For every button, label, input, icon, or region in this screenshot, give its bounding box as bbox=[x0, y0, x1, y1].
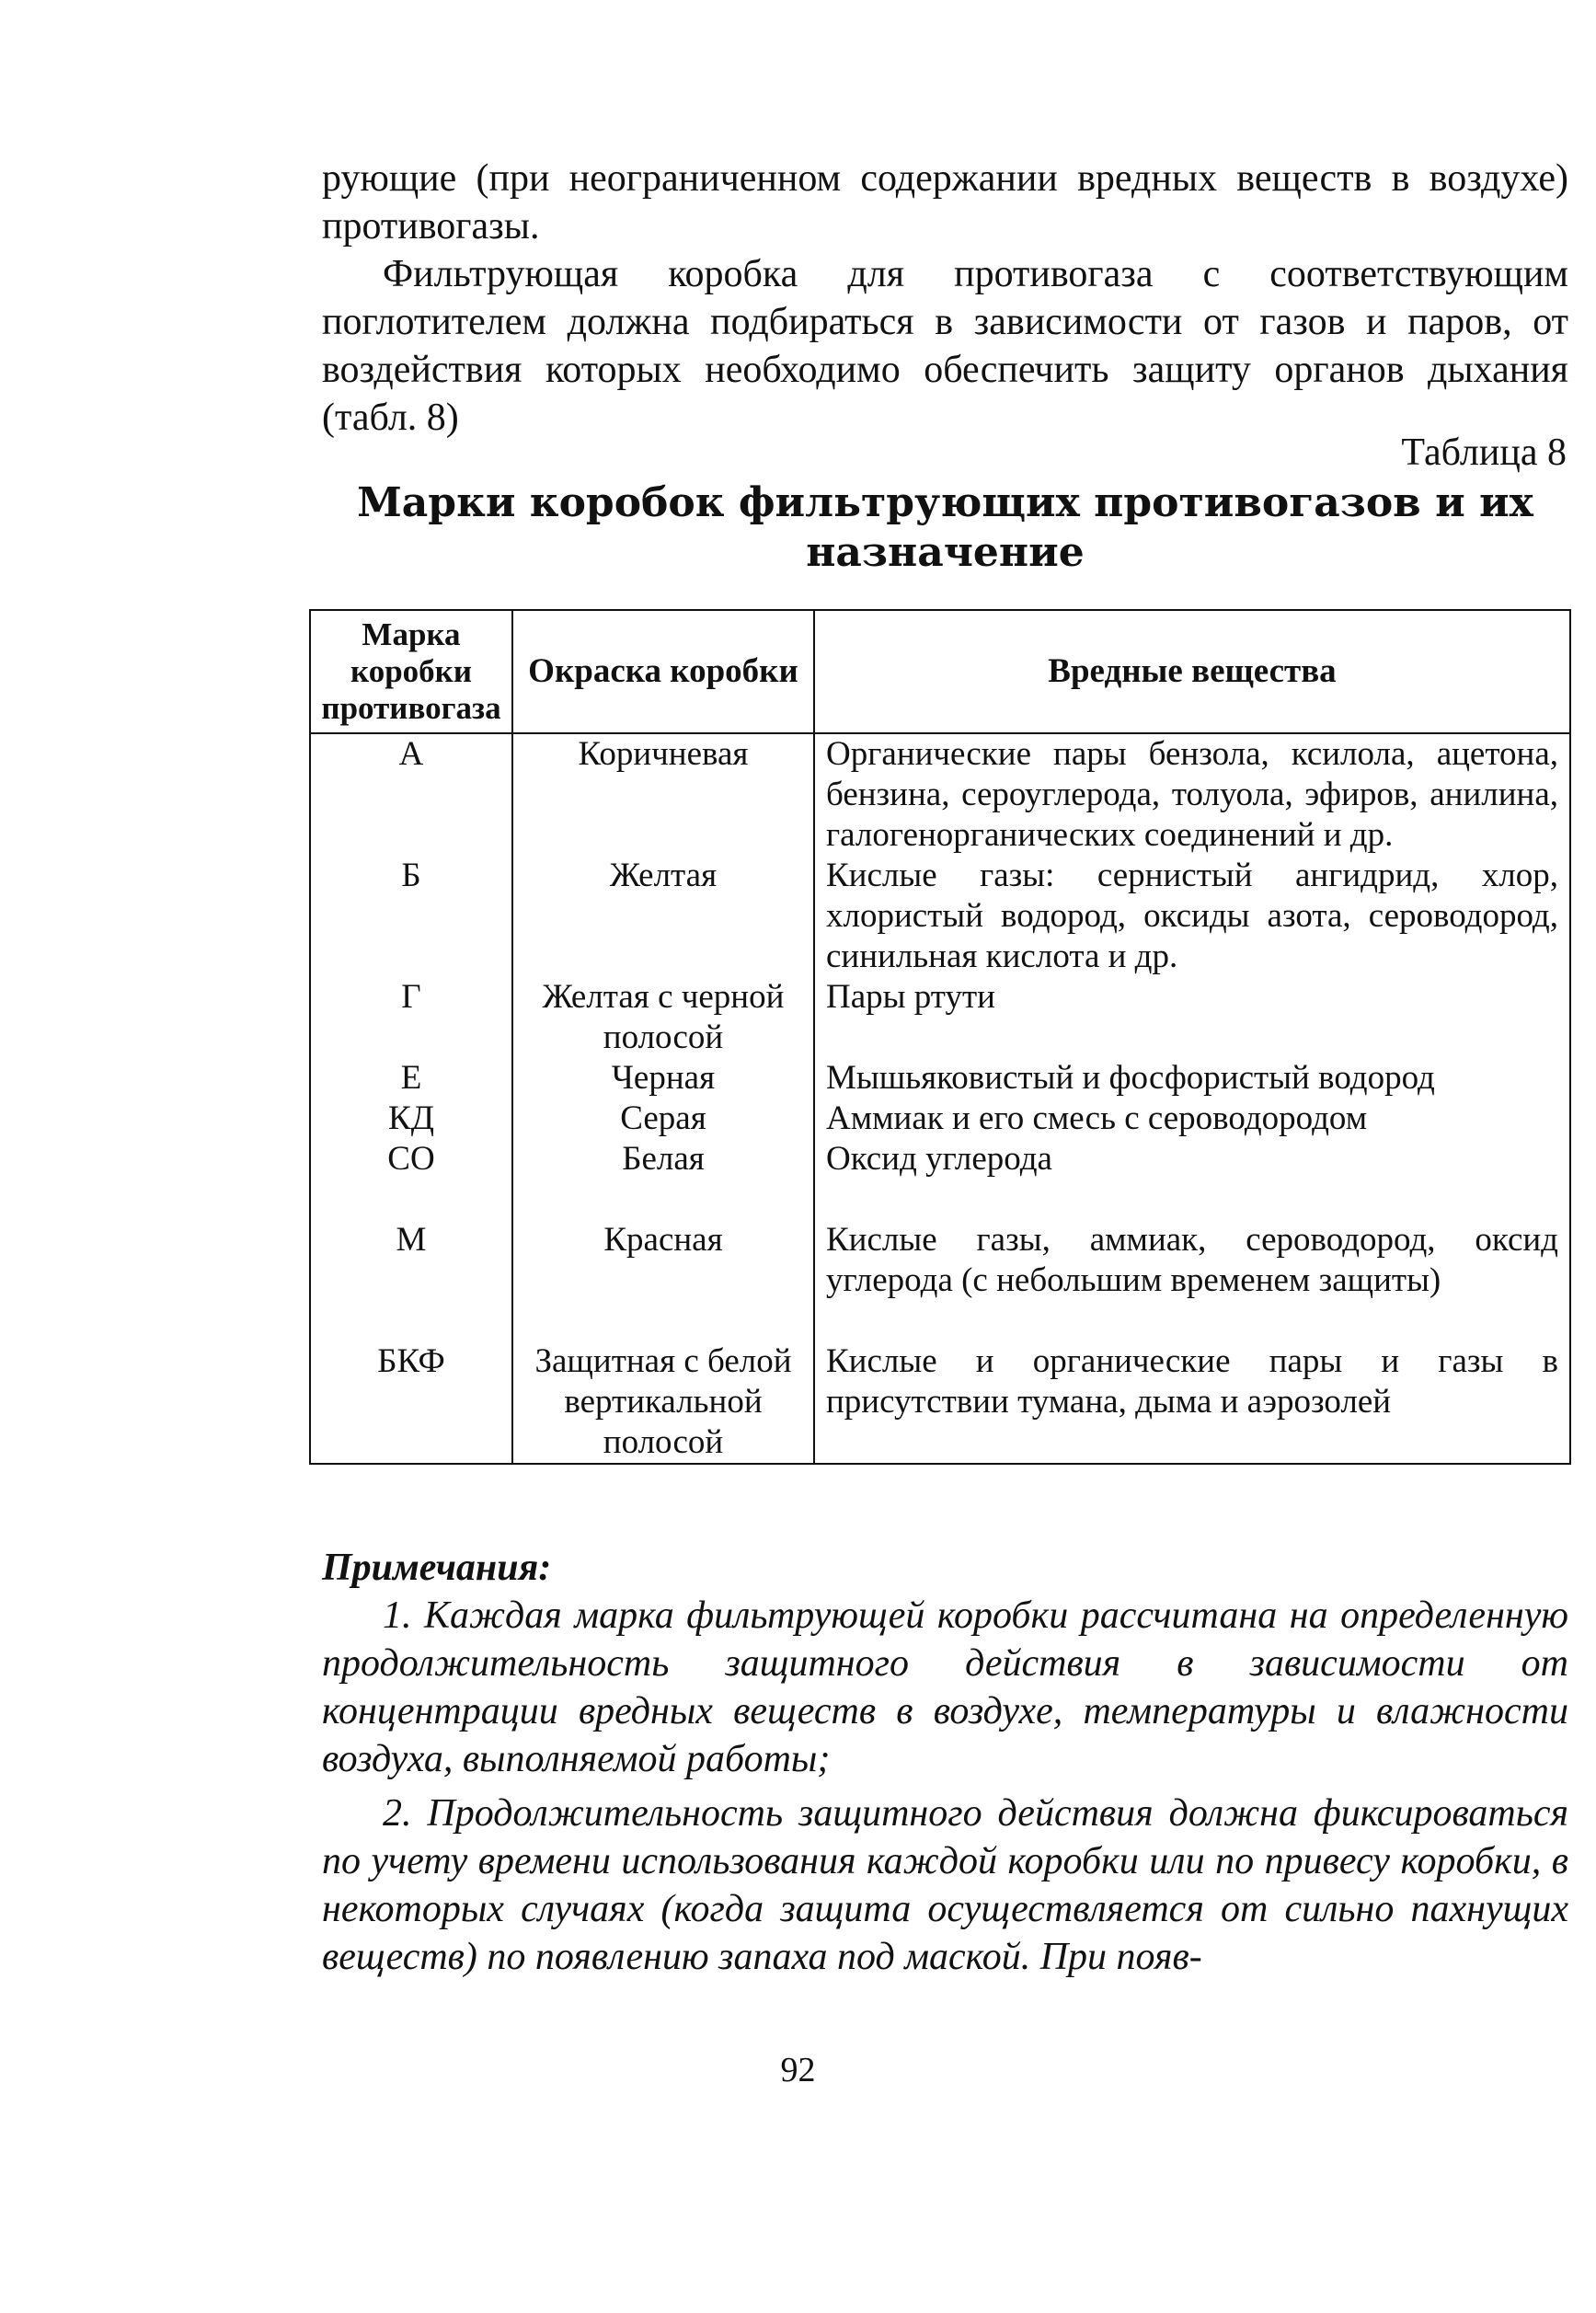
header-substances: Вредные вещества bbox=[814, 610, 1570, 733]
row-color: Желтая с черной полосой bbox=[512, 977, 814, 1058]
table-row bbox=[310, 1139, 1570, 1180]
table-title: Марки коробок фильтрующих противогазов и их назначение bbox=[357, 479, 1533, 576]
page-number: 92 bbox=[780, 2051, 816, 2089]
row-mark: БКФ bbox=[310, 1301, 512, 1464]
table-header-row bbox=[310, 610, 1570, 733]
row-substances: Мышьяковистый и фосфористый водород bbox=[814, 1058, 1570, 1099]
row-substances: Оксид углерода bbox=[814, 1139, 1570, 1180]
row-color: Черная bbox=[512, 1058, 814, 1099]
row-substances: Кислые газы, аммиак, сероводород, оксид углерода (с небольшим временем защиты) bbox=[814, 1180, 1570, 1301]
row-color: Белая bbox=[512, 1139, 814, 1180]
row-mark: СО bbox=[310, 1139, 512, 1180]
row-mark: КД bbox=[310, 1099, 512, 1139]
header-color: Окраска коробки bbox=[512, 610, 814, 733]
row-color: Защитная с белой вертикальной полосой bbox=[512, 1301, 814, 1464]
header-mark: Марка коробки противогаза bbox=[310, 610, 512, 733]
table-row bbox=[310, 1099, 1570, 1139]
table-row bbox=[310, 856, 1570, 977]
gas-mask-marks-table bbox=[309, 609, 1571, 1465]
row-color: Коричневая bbox=[512, 733, 814, 856]
table-row bbox=[310, 1301, 1570, 1464]
row-mark: Е bbox=[310, 1058, 512, 1099]
row-substances: Аммиак и его смесь с сероводородом bbox=[814, 1099, 1570, 1139]
table-caption: Таблица 8 bbox=[1401, 432, 1567, 474]
notes-heading: Примечания: bbox=[322, 1547, 552, 1589]
note-item: 1. Каждая марка фильтрующей коробки рассчитана на определенную продолжительность защитного действия в зависимости от концентрации вредных веществ в воздухе, температуры и влажности воздуха, выполняемой работы; bbox=[322, 1594, 1568, 1780]
table-row bbox=[310, 1058, 1570, 1099]
row-substances: Кислые и органические пары и газы в присутствии тумана, дыма и аэрозолей bbox=[814, 1301, 1570, 1464]
row-mark: Б bbox=[310, 856, 512, 977]
row-color: Серая bbox=[512, 1099, 814, 1139]
row-mark: Г bbox=[310, 977, 512, 1058]
row-color: Красная bbox=[512, 1180, 814, 1301]
row-substances: Кислые газы: сернистый ангидрид, хлор, хлористый водород, оксиды азота, сероводород, синильная кислота и др. bbox=[814, 856, 1570, 977]
table-row bbox=[310, 1180, 1570, 1301]
row-color: Желтая bbox=[512, 856, 814, 977]
table-row bbox=[310, 977, 1570, 1058]
row-mark: М bbox=[310, 1180, 512, 1301]
table-row bbox=[310, 733, 1570, 856]
row-substances: Органические пары бензола, ксилола, ацетона, бензина, сероуглерода, толуола, эфиров, анилина, галогенорганических соединений и др. bbox=[814, 733, 1570, 856]
note-item: 2. Продолжительность защитного действия должна фиксироваться по учету времени использования каждой коробки или по привесу коробки, в некоторых случаях (когда защита осуществляется от сильно пахнущих веществ) по появлению запаха под маской. При появ- bbox=[322, 1792, 1568, 1978]
paragraph-continuation: рующие (при неограниченном содержании вредных веществ в воздухе) противогазы. bbox=[322, 157, 1568, 247]
row-substances: Пары ртути bbox=[814, 977, 1570, 1058]
row-mark: А bbox=[310, 733, 512, 856]
paragraph-filter-box: Фильтрующая коробка для противогаза с соответствующим поглотителем должна подбираться в зависимости от газов и паров, от воздействия которых необходимо обеспечить защиту органов дыхания (табл. 8) bbox=[322, 253, 1568, 439]
